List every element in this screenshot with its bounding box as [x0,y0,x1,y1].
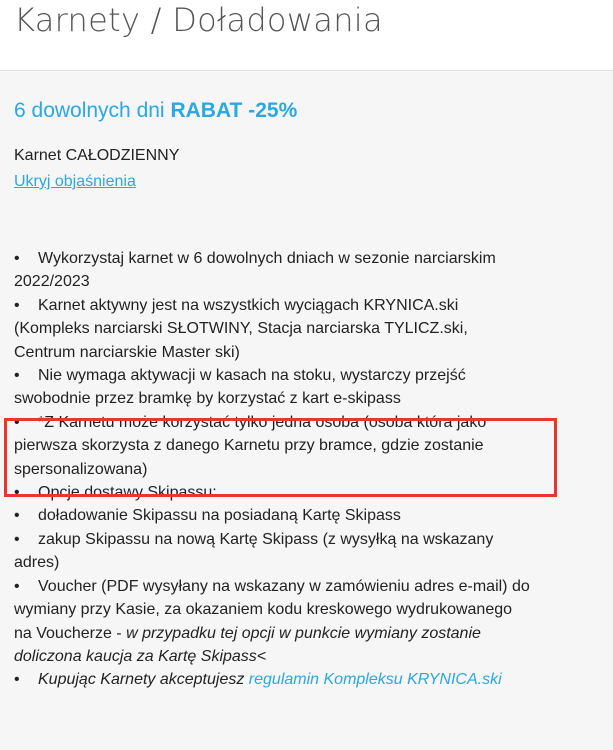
offer-headline [14,96,297,126]
detail-text: Centrum narciarskie Master ski) [14,343,240,361]
list-item [14,294,599,317]
detail-text: adres) [14,554,60,572]
detail-text: na Voucherze - [14,624,127,642]
detail-text: zakup Skipassu na nową Kartę Skipass (z wysyłką na wskazany [38,530,494,548]
list-item-continuation [14,551,599,574]
list-item-continuation [14,622,599,645]
detail-text: Voucher (PDF wysyłany na wskazany w zamówieniu adres e-mail) do [38,577,530,595]
list-item [14,481,599,504]
terms-link[interactable]: regulamin Kompleksu KRYNICA.ski [248,671,502,689]
hide-explanations-link[interactable]: Ukryj objaśnienia [14,173,136,190]
detail-text: swobodnie przez bramkę by korzystać z kart e-skipass [14,390,401,408]
list-item [14,504,599,527]
detail-text: Wykorzystaj karnet w 6 dowolnych dniach w sezonie narciarskim [38,250,496,267]
list-item [14,528,599,551]
list-item-continuation [14,598,599,621]
detail-text: spersonalizowana) [14,460,148,478]
ticket-type: Karnet CAŁODZIENNY [14,147,180,164]
detail-text: (Kompleks narciarski SŁOTWINY, Stacja narciarska TYLICZ.ski, [14,320,468,338]
list-item-continuation [14,387,599,410]
list-item-continuation [14,434,599,457]
bullet-icon: • [14,484,20,502]
detail-text: Opcje dostawy Skipassu: [38,484,217,502]
list-item-continuation [14,270,599,293]
bullet-icon: • [14,250,20,267]
terms-text: Kupując Karnety akceptujesz [38,671,249,689]
list-item [14,411,599,434]
detail-text-italic: w przypadku tej opcji w punkcie wymiany zostanie [126,624,481,642]
list-item [14,575,599,598]
list-item [14,247,599,270]
bullet-icon: • [14,507,20,525]
list-item-continuation [14,458,599,481]
list-item [14,668,599,691]
list-item-continuation [14,317,599,340]
list-item [14,364,599,387]
bullet-icon: • [14,413,20,431]
detail-text: Nie wymaga aktywacji w kasach na stoku, wystarczy przejść [38,367,466,385]
detail-text: 2022/2023 [14,273,90,291]
detail-text-italic: doliczona kaucja za Kartę Skipass< [14,647,267,665]
list-item-continuation [14,341,599,364]
detail-text: pierwsza skorzysta z danego Karnetu przy bramce, gdzie zostanie [14,437,484,455]
bullet-icon: • [14,671,20,689]
bullet-icon: • [14,530,20,548]
offer-discount: RABAT -25% [170,99,298,122]
detail-text: *Z Karnetu może korzystać tylko jedna osoba (osoba która jako [38,413,487,431]
bullet-icon: • [14,367,20,385]
bullet-icon: • [14,296,20,314]
list-item-continuation [14,645,599,668]
bullet-icon: • [14,577,20,595]
detail-text: Karnet aktywny jest na wszystkich wyciągach KRYNICA.ski [38,296,459,314]
detail-text: doładowanie Skipassu na posiadaną Kartę Skipass [38,507,401,525]
offer-details-list [14,247,599,692]
offer-headline-days: 6 dowolnych dni [14,99,165,122]
detail-text: wymiany przy Kasie, za okazaniem kodu kreskowego wydrukowanego [14,601,513,619]
page-title: Karnety / Doładowania [14,1,383,39]
